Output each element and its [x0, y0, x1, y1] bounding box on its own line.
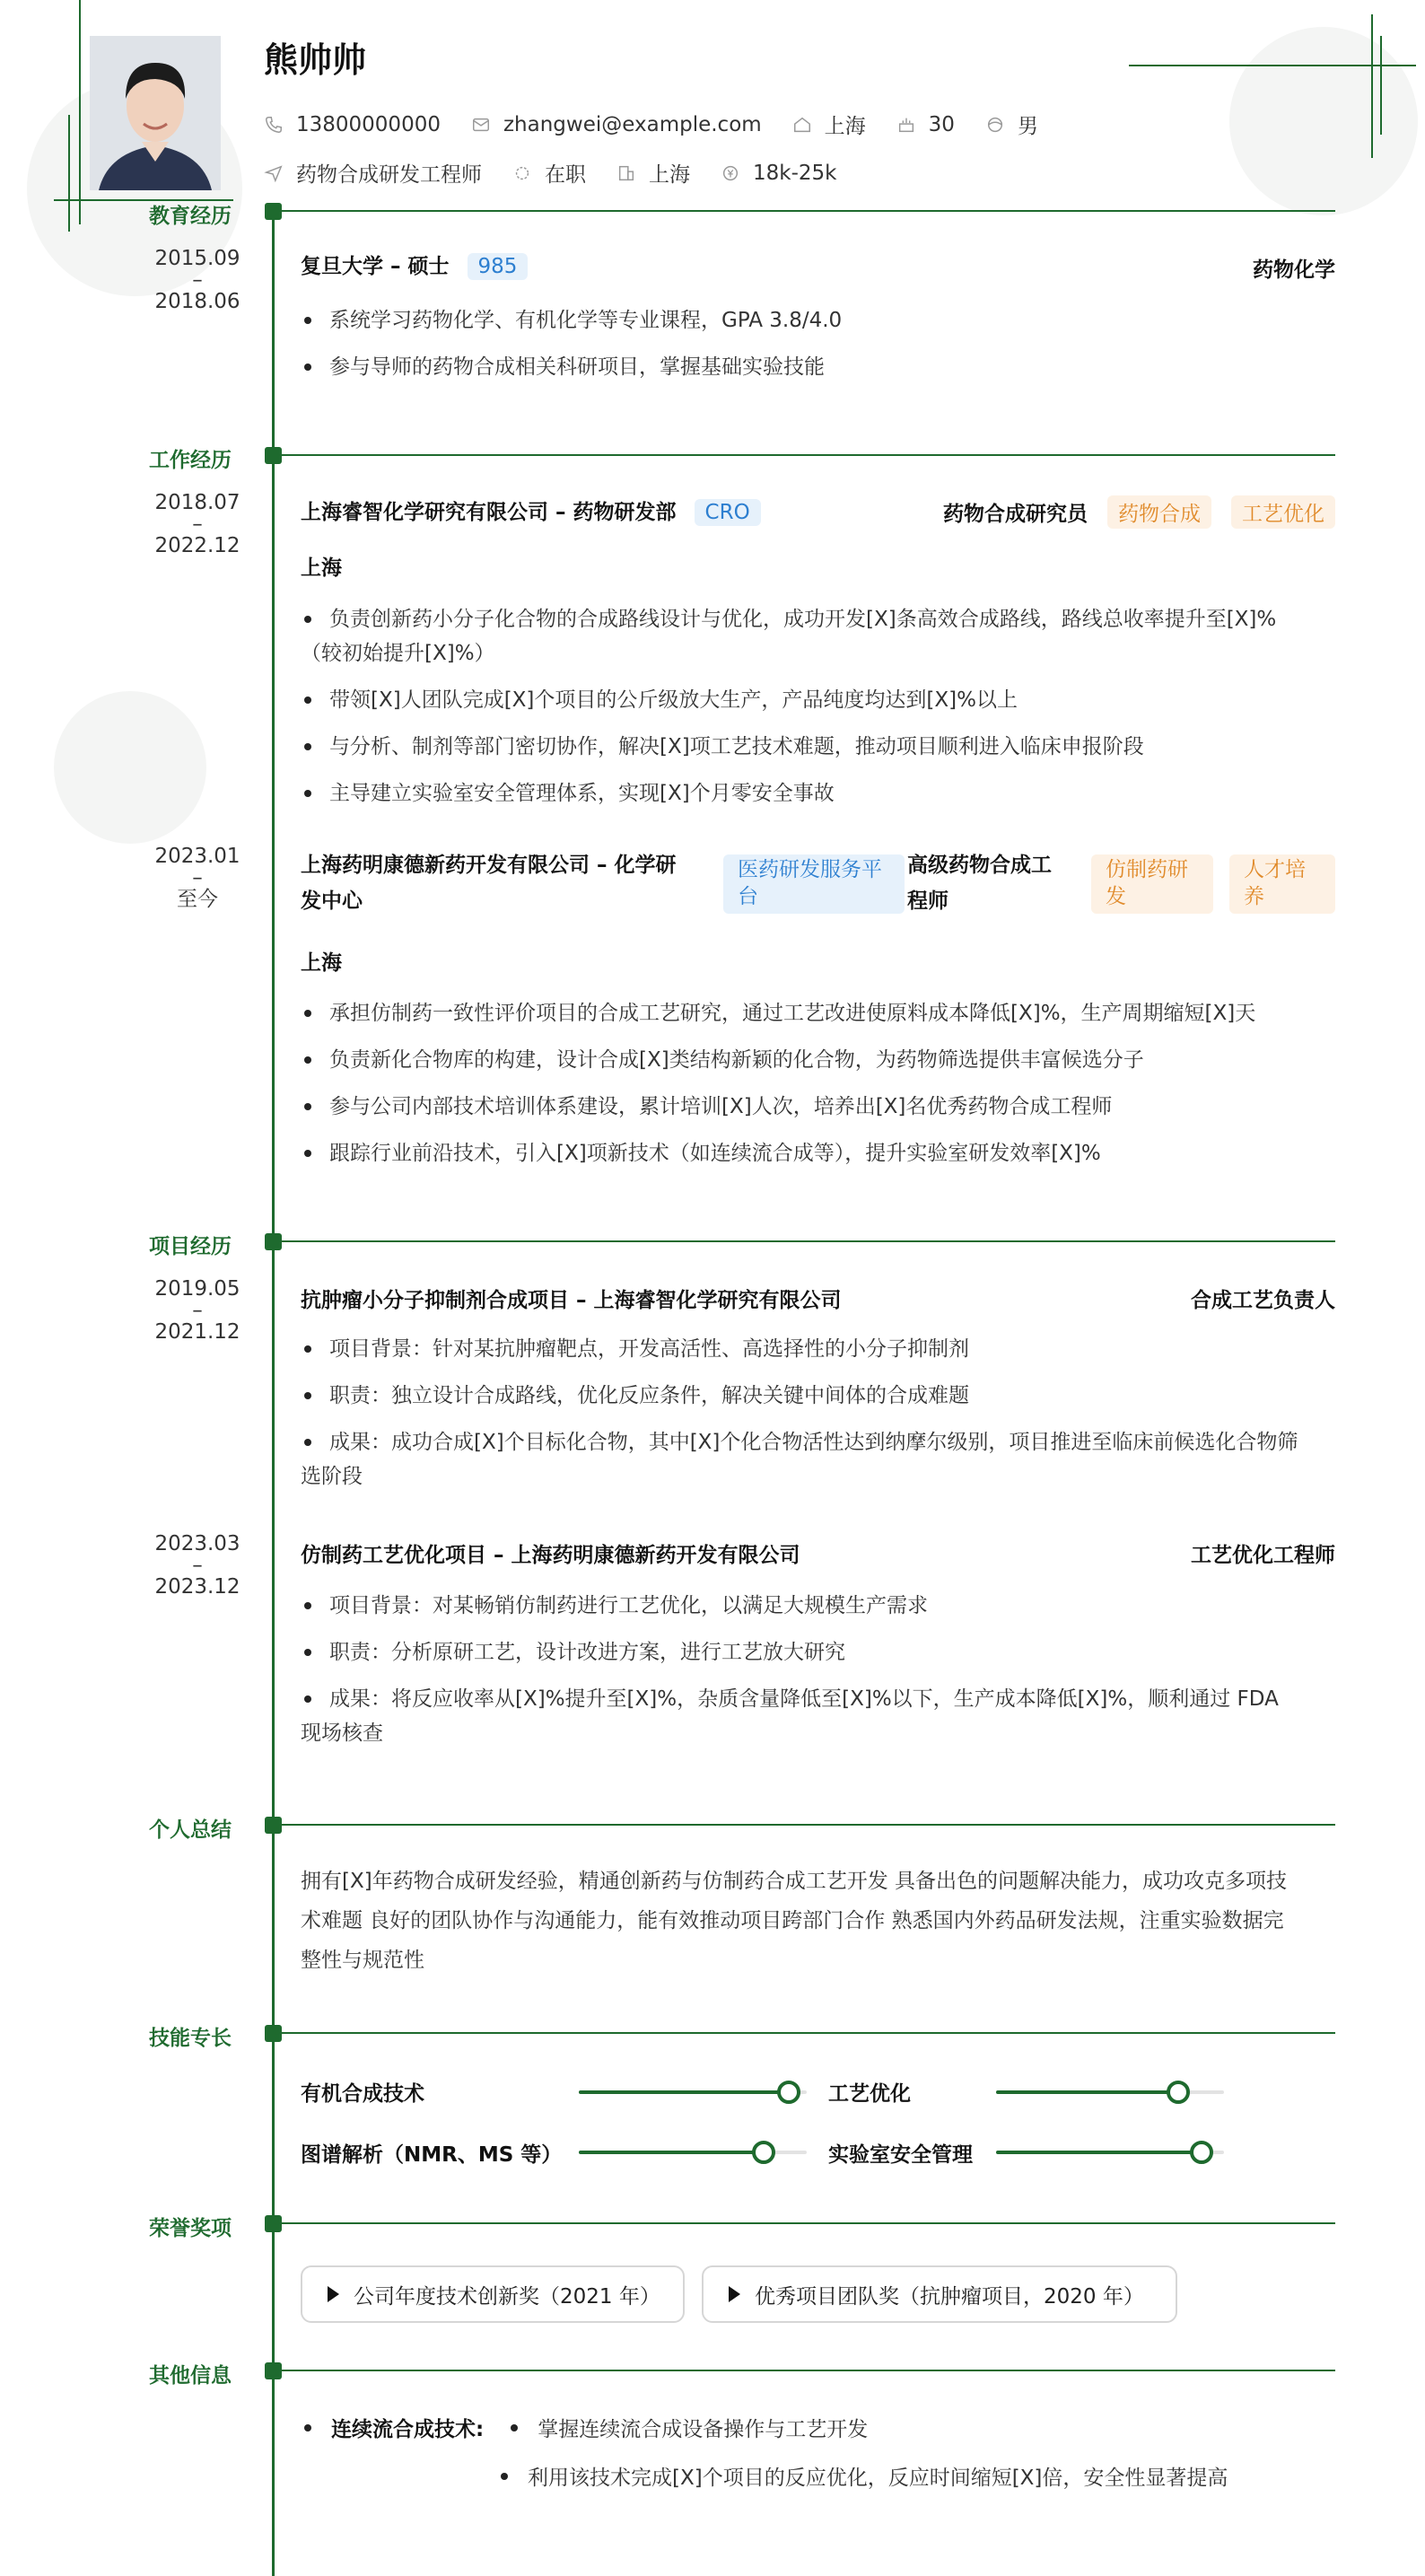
date-end: 2021.12 — [154, 1320, 240, 1344]
gender-icon — [985, 115, 1005, 135]
list-item-continuation: （较初始提升[X]%） — [301, 642, 495, 665]
location-item — [792, 110, 866, 139]
home-icon — [792, 115, 812, 135]
section-title-summary: 个人总结 — [149, 1818, 232, 1842]
list-item: 项目背景：针对某抗肿瘤靶点，开发高活性、高选择性的小分子抑制剂 — [301, 1332, 1337, 1366]
salary-item — [721, 162, 836, 185]
company-tag: CRO — [695, 499, 761, 526]
avatar — [90, 36, 221, 190]
award-card — [301, 2265, 685, 2323]
decor-circle-right — [1229, 27, 1418, 215]
list-item: 成果：成功合成[X]个目标化合物，其中[X]个化合物活性达到纳摩尔级别，项目推进至临床前候选化合物筛 — [301, 1425, 1337, 1459]
section-title-other: 其他信息 — [149, 2364, 232, 2388]
section-title-work: 工作经历 — [149, 449, 232, 472]
project-1-title: 抗肿瘤小分子抑制剂合成项目 – 上海睿智化学研究有限公司 — [301, 1289, 842, 1312]
role-line1: 高级药物合成工 — [907, 854, 1052, 877]
project-2-role: 工艺优化工程师 — [1191, 1544, 1335, 1567]
project-2-title: 仿制药工艺优化项目 – 上海药明康德新药开发有限公司 — [301, 1544, 800, 1567]
date-sep: – — [192, 513, 203, 536]
skill-bar — [996, 2090, 1224, 2094]
skill-bar — [579, 2151, 807, 2154]
school-tag: 985 — [468, 253, 529, 280]
section-title-education: 教育经历 — [149, 205, 232, 228]
section-title-awards: 荣誉奖项 — [149, 2217, 232, 2240]
mail-icon — [471, 115, 491, 135]
project-1-date — [144, 1278, 251, 1343]
section-divider — [274, 1824, 1335, 1826]
skill-bar — [579, 2090, 807, 2094]
list-item: 带领[X]人团队完成[X]个项目的公斤级放大生产，产品纯度均达到[X]%以上 — [301, 683, 1337, 717]
project-2-date — [144, 1533, 251, 1598]
section-divider — [274, 2222, 1335, 2224]
gender-item — [985, 110, 1038, 139]
company-name: 上海睿智化学研究有限公司 – 药物研发部 — [301, 501, 677, 524]
project-1-role: 合成工艺负责人 — [1191, 1289, 1335, 1312]
work-1-city: 上海 — [301, 556, 342, 580]
list-item-continuation: 现场核查 — [301, 1722, 383, 1745]
decor-circle-mid — [54, 691, 206, 844]
target-city-text: 上海 — [649, 163, 690, 187]
decor-line — [1380, 36, 1382, 135]
education-title — [301, 250, 528, 280]
email-item — [471, 113, 762, 136]
gender-text: 男 — [1017, 115, 1038, 138]
play-icon — [328, 2286, 339, 2302]
list-item-continuation: 选阶段 — [301, 1465, 363, 1488]
date-sep: – — [192, 268, 203, 292]
list-item: 跟踪行业前沿技术，引入[X]项新技术（如连续流合成等），提升实验室研发效率[X]% — [301, 1136, 1337, 1170]
work-1-date — [144, 492, 251, 556]
list-item: 承担仿制药一致性评价项目的合成工艺研究，通过工艺改进使原料成本降低[X]%，生产周期缩短[X]天 — [301, 996, 1337, 1030]
skill-tag: 药物合成 — [1107, 495, 1211, 529]
work-2-skill-tag-1 — [1091, 854, 1213, 914]
skill-name: 工艺优化 — [828, 2082, 911, 2106]
tag-line2: 台 — [738, 885, 758, 908]
skill-bar-knob — [1167, 2081, 1190, 2104]
list-item: 参与公司内部技术培训体系建设，累计培训[X]人次，培养出[X]名优秀药物合成工程师 — [301, 1090, 1337, 1124]
date-start: 2018.07 — [154, 491, 240, 514]
tag-line1: 人才培 — [1244, 858, 1306, 881]
work-2-skill-tag-2 — [1229, 854, 1335, 914]
section-divider — [274, 454, 1335, 456]
tag-line1: 医药研发服务平 — [738, 858, 882, 881]
cake-icon — [896, 115, 916, 135]
date-end: 至今 — [177, 888, 218, 911]
work-2-date — [144, 846, 251, 910]
money-icon — [721, 163, 740, 183]
date-end: 2023.12 — [154, 1575, 240, 1599]
job-title-item — [264, 158, 482, 188]
list-item: 负责创新药小分子化合物的合成路线设计与优化，成功开发[X]条高效合成路线，路线总收率提升至[X]% — [301, 602, 1337, 636]
other-label: 连续流合成技术: — [331, 2418, 485, 2441]
summary-line: 整性与规范性 — [301, 1949, 424, 1972]
list-item: 与分析、制剂等部门密切协作，解决[X]项工艺技术难题，推动项目顺利进入临床申报阶段 — [301, 730, 1337, 764]
contact-row — [264, 110, 1069, 139]
skill-bar-knob — [777, 2081, 800, 2104]
section-divider — [274, 2370, 1335, 2371]
other-item: 掌握连续流合成设备操作与工艺开发 — [538, 2418, 869, 2441]
work-1-title — [301, 495, 761, 526]
skill-bar-knob — [752, 2141, 775, 2164]
status-item — [512, 158, 586, 188]
target-city-item — [616, 158, 690, 188]
status-icon — [512, 163, 532, 183]
work-2-company — [301, 847, 677, 919]
skill-bar — [996, 2151, 1224, 2154]
decor-line — [1371, 14, 1373, 158]
education-date — [144, 248, 251, 312]
work-2-bullets — [301, 996, 1337, 1183]
award-card — [702, 2265, 1177, 2323]
role-text: 药物合成研究员 — [942, 503, 1088, 526]
award-text: 公司年度技术创新奖（2021 年） — [354, 2284, 660, 2309]
skill-bar-fill — [996, 2090, 1178, 2094]
skill-name: 图谱解析（NMR、MS 等） — [301, 2143, 563, 2167]
job-title-text: 药物合成研发工程师 — [296, 163, 482, 187]
section-divider — [274, 1240, 1335, 1242]
education-major: 药物化学 — [1253, 258, 1335, 282]
age-item — [896, 113, 955, 136]
skill-bar-knob — [1190, 2141, 1213, 2164]
bullet-dot — [501, 2473, 508, 2480]
date-start: 2019.05 — [154, 1277, 240, 1301]
skill-name: 实验室安全管理 — [828, 2143, 973, 2167]
work-2-company-tag — [723, 854, 905, 914]
date-start: 2015.09 — [154, 247, 240, 270]
date-sep: – — [192, 866, 203, 889]
job-row — [264, 158, 867, 188]
tag-line1: 仿制药研 — [1106, 858, 1188, 881]
salary-text: 18k-25k — [753, 161, 837, 185]
decor-line — [68, 115, 70, 232]
education-bullets — [301, 303, 1337, 397]
work-2-role — [907, 847, 1052, 919]
work-2-city: 上海 — [301, 951, 342, 975]
candidate-name: 熊帅帅 — [264, 40, 367, 80]
decor-line — [79, 0, 81, 224]
skill-bar-fill — [996, 2151, 1202, 2154]
date-start: 2023.03 — [154, 1532, 240, 1555]
phone-icon — [264, 115, 284, 135]
date-sep: – — [192, 1299, 203, 1322]
skill-bar-fill — [579, 2090, 789, 2094]
list-item: 系统学习药物化学、有机化学等专业课程，GPA 3.8/4.0 — [301, 303, 1337, 337]
school-name: 复旦大学 – 硕士 — [301, 255, 450, 278]
location-text: 上海 — [824, 115, 866, 138]
list-item: 成果：将反应收率从[X]%提升至[X]%，杂质含量降低至[X]%以下，生产成本降低[X]%，顺利通过 FDA — [301, 1682, 1337, 1716]
list-item: 职责：分析原研工艺，设计改进方案，进行工艺放大研究 — [301, 1635, 1337, 1669]
skill-name: 有机合成技术 — [301, 2082, 424, 2106]
tag-line2: 发 — [1106, 885, 1126, 908]
status-text: 在职 — [545, 163, 586, 187]
summary-text — [301, 1862, 1337, 1980]
section-divider — [274, 210, 1335, 212]
section-title-skills: 技能专长 — [149, 2027, 232, 2050]
summary-line: 拥有[X]年药物合成研发经验，精通创新药与仿制药合成工艺开发 具备出色的问题解决能力，成功攻克多项技 — [301, 1870, 1288, 1893]
building-icon — [616, 163, 636, 183]
date-start: 2023.01 — [154, 845, 240, 868]
play-icon — [729, 2286, 740, 2302]
role-line2: 程师 — [907, 889, 949, 913]
bullet-dot — [511, 2424, 518, 2431]
email-text[interactable]: zhangwei@example.com — [503, 112, 762, 136]
list-item: 项目背景：对某畅销仿制药进行工艺优化，以满足大规模生产需求 — [301, 1589, 1337, 1623]
list-item: 职责：独立设计合成路线，优化反应条件，解决关键中间体的合成难题 — [301, 1379, 1337, 1413]
project-2-bullets — [301, 1589, 1337, 1763]
summary-line: 术难题 良好的团队协作与沟通能力，能有效推动项目跨部门合作 熟悉国内外药品研发法规，注重实验数据完 — [301, 1909, 1284, 1932]
section-divider — [274, 2032, 1335, 2034]
skill-bar-fill — [579, 2151, 764, 2154]
list-item: 参与导师的药物合成相关科研项目，掌握基础实验技能 — [301, 350, 1337, 384]
age-text: 30 — [928, 112, 955, 136]
bullet-dot — [304, 2424, 311, 2431]
date-end: 2018.06 — [154, 290, 240, 313]
company-name-line1: 上海药明康德新药开发有限公司 – 化学研 — [301, 854, 677, 877]
tag-line2: 养 — [1244, 885, 1264, 908]
skill-tag: 工艺优化 — [1231, 495, 1335, 529]
section-title-projects: 项目经历 — [149, 1235, 232, 1258]
phone-text[interactable]: 13800000000 — [296, 112, 441, 136]
list-item: 负责新化合物库的构建，设计合成[X]类结构新颖的化合物，为药物筛选提供丰富候选分子 — [301, 1043, 1337, 1077]
work-1-role-row — [943, 495, 1335, 529]
award-text: 优秀项目团队奖（抗肿瘤项目，2020 年） — [755, 2284, 1144, 2309]
date-end: 2022.12 — [154, 534, 240, 557]
other-row — [304, 2413, 868, 2442]
decor-line — [1129, 65, 1416, 66]
other-item: 利用该技术完成[X]个项目的反应优化，反应时间缩短[X]倍，安全性显著提高 — [528, 2466, 1228, 2490]
date-sep: – — [192, 1554, 203, 1577]
company-name-line2: 发中心 — [301, 889, 363, 913]
list-item: 主导建立实验室安全管理体系，实现[X]个月零安全事故 — [301, 776, 1337, 810]
project-1-bullets — [301, 1332, 1337, 1506]
work-1-bullets — [301, 602, 1337, 823]
phone-item — [264, 113, 441, 136]
other-row — [501, 2461, 1228, 2491]
send-icon — [264, 163, 284, 183]
